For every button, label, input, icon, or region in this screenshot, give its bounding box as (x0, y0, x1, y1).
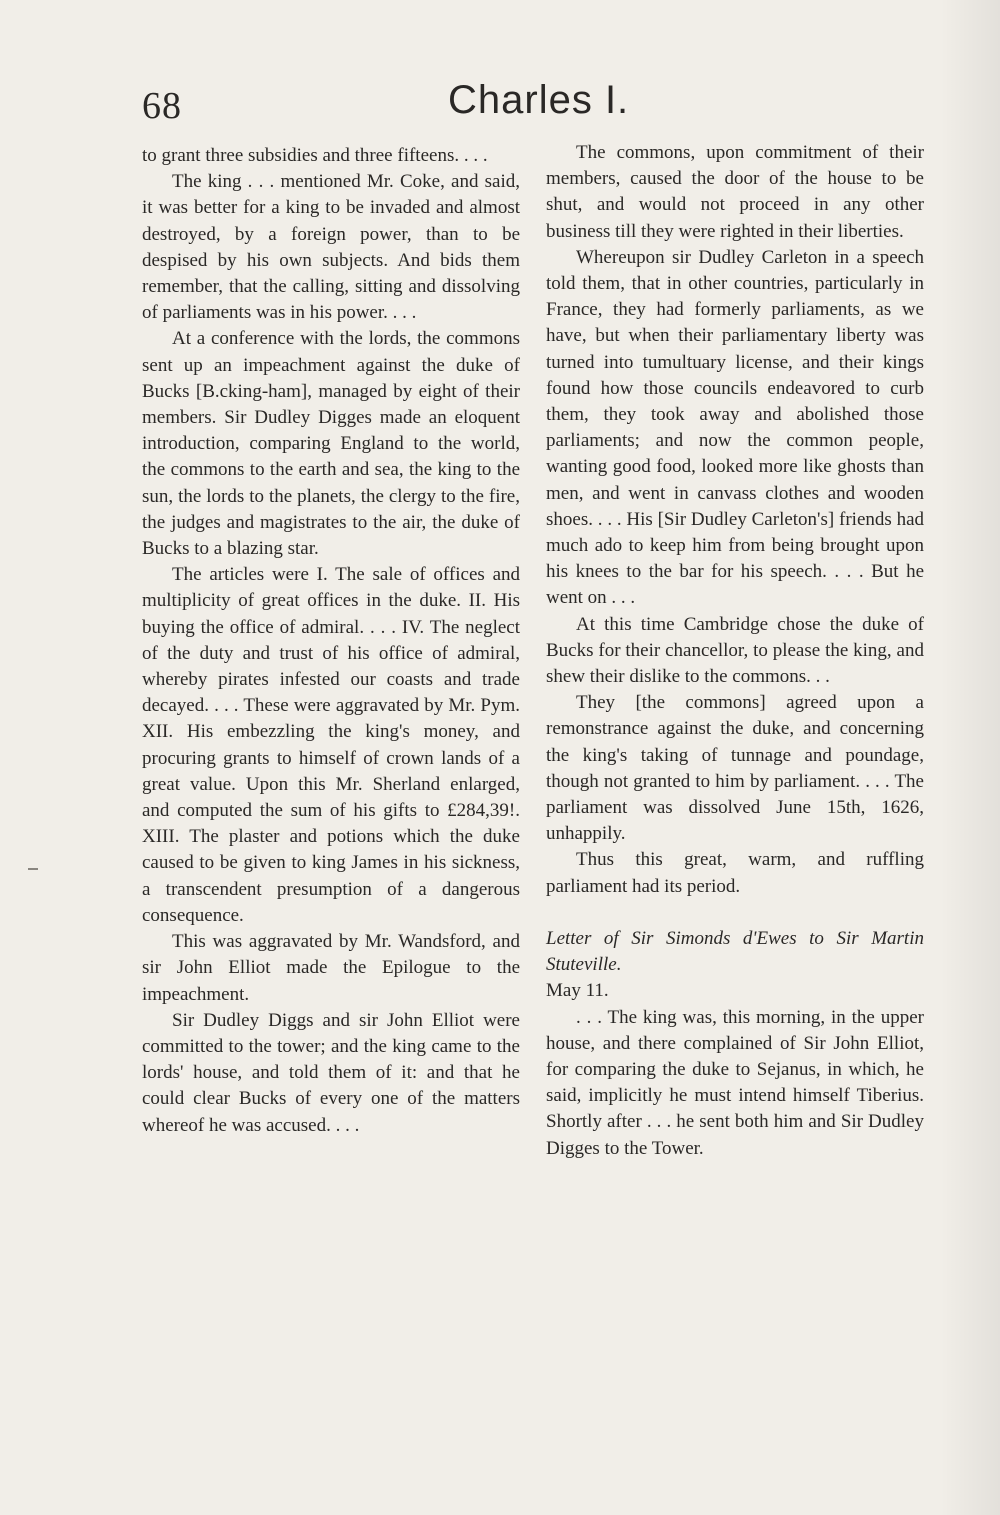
paragraph: to grant three subsidies and three fifteens. . . . (142, 145, 488, 166)
right-column (546, 140, 924, 1162)
letter-body: . . . The king was, this morning, in the upper house, and there complained of Sir John Elliot, for comparing the duke to Sejanus, in which, he said, implicitly he must intend himself Tiberius. Shortly after . . . he sent both him and Sir Dudley Digges to the Tower. (546, 1006, 924, 1159)
paragraph: The king . . . mentioned Mr. Coke, and said, it was better for a king to be invaded and almost destroyed, by a foreign power, than to be despised by his own subjects. And bids them remember, that the calling, sitting and dissolving of parliaments was in his power. . . . (142, 171, 520, 324)
paragraph: The commons, upon commitment of their members, caused the door of the house to be shut, and would not proceed in any other business till they were righted in their liberties. (546, 142, 924, 242)
letter-heading: Letter of Sir Simonds d'Ewes to Sir Martin Stuteville. (546, 927, 924, 976)
page-number: 68 (142, 85, 182, 127)
paragraph: Thus this great, warm, and ruffling parliament had its period. (546, 849, 924, 897)
paragraph: This was aggravated by Mr. Wandsford, and sir John Elliot made the Epilogue to the impeachment. (142, 931, 520, 1005)
letter-date: May 11. (546, 980, 609, 1002)
paragraph: Whereupon sir Dudley Carleton in a speech told them, that in other countries, particularly in France, they had formerly parliaments, as we have, but when their parliamentary liberty was turned into tumultuary license, and their kings found how those councils endeavored to curb them, they took away and abolished those parliaments; and now the common people, wanting good food, looked more like ghosts than men, and went in canvass clothes and wooden shoes. . . . His [Sir Dudley Carleton's] friends had much ado to keep him from being brought upon his knees to the bar for his speech. . . . But he went on . . . (546, 246, 924, 609)
paragraph: The articles were I. The sale of offices and multiplicity of great offices in the duke. II. His buying the office of admiral. . . . IV. The neglect of the duty and trust of his office of admiral, whereby pirates infested our coasts and trade decayed. . . . These were aggravated by Mr. Pym. XII. His embezzling the king's money, and procuring grants to himself of crown lands of a great value. Upon this Mr. Sherland enlarged, and computed the sum of his gifts to £284,39!. XIII. The plaster and potions which the duke caused to be given to king James in his sickness, a transcendent presumption of a dangerous consequence. (142, 564, 520, 926)
paragraph: Sir Dudley Diggs and sir John Elliot were committed to the tower; and the king came to the lords' house, and told them of it: and that he could clear Bucks of every one of the matters whereof he was accused. . . . (142, 1009, 520, 1136)
left-column (142, 143, 520, 1139)
paragraph: They [the commons] agreed upon a remonstrance against the duke, and concerning the king's taking of tunnage and poundage, though not granted to him by parliament. . . . The parliament was dissolved June 15th, 1626, unhappily. (546, 692, 924, 845)
running-title: Charles I. (448, 78, 630, 122)
paragraph: At a conference with the lords, the commons sent up an impeachment against the duke of Bucks [B.cking-ham], managed by eight of their members. Sir Dudley Digges made an eloquent introduction, comparing England to the world, the commons to the earth and sea, the king to the sun, the lords to the planets, the clergy to the fire, the judges and magistrates to the air, the duke of Bucks to a blazing star. (142, 328, 520, 560)
paragraph: At this time Cambridge chose the duke of Bucks for their chancellor, to please the king, and shew their dislike to the commons. . . (546, 613, 924, 688)
margin-mark (28, 868, 38, 870)
page-edge-shadow (940, 0, 1000, 1515)
section-gap (546, 900, 924, 926)
